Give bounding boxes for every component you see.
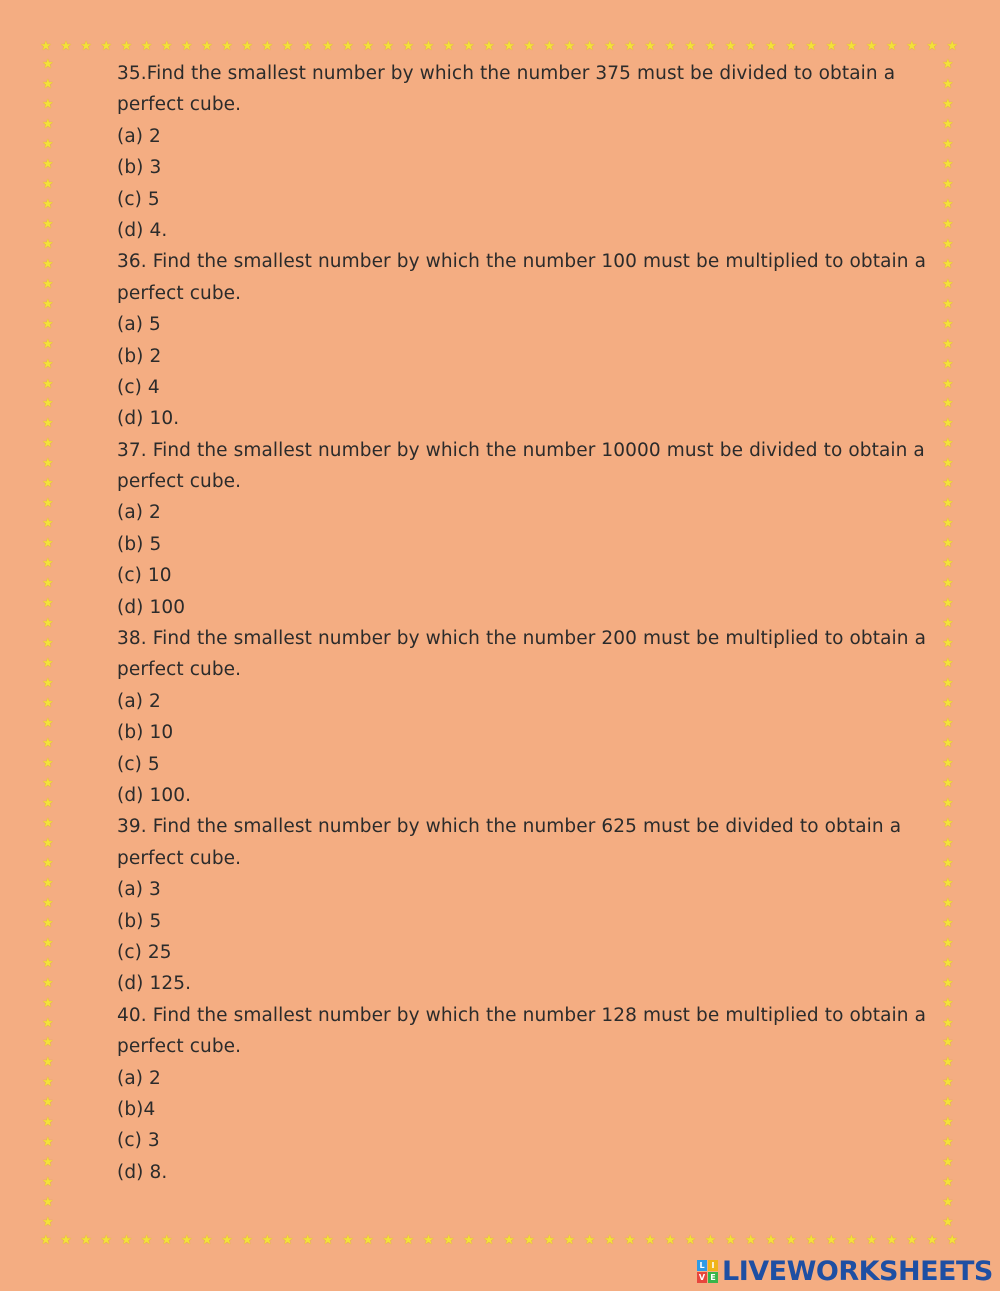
star-icon: ★ — [942, 216, 954, 232]
star-icon: ★ — [942, 436, 954, 452]
star-icon: ★ — [942, 895, 954, 911]
star-icon: ★ — [942, 656, 954, 672]
star-icon: ★ — [644, 1233, 656, 1248]
q37-option-c: (c) 10 — [117, 565, 172, 587]
star-icon: ★ — [160, 39, 173, 54]
star-icon: ★ — [80, 1233, 92, 1248]
star-icon: ★ — [42, 875, 54, 891]
star-icon: ★ — [160, 1233, 173, 1248]
star-icon: ★ — [42, 636, 54, 652]
worksheet-content — [117, 58, 927, 1188]
star-icon: ★ — [942, 476, 954, 492]
star-icon: ★ — [942, 356, 954, 372]
star-icon: ★ — [42, 576, 54, 592]
star-icon: ★ — [942, 456, 954, 472]
star-icon: ★ — [603, 39, 616, 54]
star-icon: ★ — [942, 57, 954, 72]
star-icon: ★ — [42, 456, 54, 472]
star-icon: ★ — [462, 39, 475, 54]
q39-option-a: (a) 3 — [117, 879, 161, 901]
star-icon: ★ — [42, 276, 54, 292]
star-icon: ★ — [42, 735, 54, 751]
star-icon: ★ — [543, 1233, 556, 1248]
star-icon: ★ — [241, 39, 254, 54]
q38-option-c: (c) 5 — [117, 753, 160, 775]
star-icon: ★ — [42, 1175, 54, 1191]
q35-option-c: (c) 5 — [117, 188, 160, 210]
star-icon: ★ — [42, 296, 54, 312]
star-icon: ★ — [42, 57, 54, 72]
star-icon: ★ — [301, 1233, 314, 1248]
question-40-text-cont: perfect cube. — [117, 1036, 242, 1058]
star-icon: ★ — [42, 676, 54, 692]
star-icon: ★ — [40, 1233, 52, 1248]
q38-option-d: (d) 100. — [117, 784, 192, 806]
question-35-text: 35.Find the smallest number by which the number 375 must be divided to obtain a — [117, 63, 896, 84]
star-icon: ★ — [942, 715, 954, 731]
question-39-text-cont: perfect cube. — [117, 847, 242, 869]
star-icon: ★ — [42, 995, 54, 1011]
star-border-right — [942, 58, 954, 1230]
star-icon: ★ — [382, 39, 395, 54]
star-icon: ★ — [942, 1115, 954, 1131]
star-icon: ★ — [180, 39, 193, 54]
star-icon: ★ — [42, 935, 54, 951]
question-39-text: 39. Find the smallest number by which the number 625 must be divided to obtain a — [117, 816, 902, 838]
star-icon: ★ — [664, 1233, 677, 1248]
star-icon: ★ — [704, 1233, 717, 1248]
star-border-bottom — [40, 1234, 958, 1247]
star-icon: ★ — [42, 256, 54, 272]
star-icon: ★ — [483, 39, 495, 54]
star-icon: ★ — [42, 955, 54, 971]
star-icon: ★ — [942, 76, 954, 92]
star-icon: ★ — [42, 396, 54, 412]
logo-letter-i: I — [708, 1260, 718, 1271]
star-icon: ★ — [942, 855, 954, 871]
star-icon: ★ — [805, 1233, 817, 1248]
star-icon: ★ — [42, 236, 54, 252]
logo-letter-l: L — [697, 1260, 707, 1271]
star-icon: ★ — [261, 1233, 274, 1248]
star-icon: ★ — [42, 1035, 54, 1051]
question-40-text: 40. Find the smallest number by which the number 128 must be multiplied to obtain a — [117, 1004, 927, 1026]
star-icon: ★ — [42, 1055, 54, 1071]
star-icon: ★ — [942, 735, 954, 751]
star-icon: ★ — [42, 596, 54, 612]
q40-option-c: (c) 3 — [117, 1130, 160, 1152]
star-icon: ★ — [942, 596, 954, 612]
star-icon: ★ — [321, 1233, 334, 1248]
star-icon: ★ — [946, 1233, 958, 1248]
star-icon: ★ — [60, 39, 72, 54]
star-icon: ★ — [362, 39, 374, 54]
star-icon: ★ — [942, 576, 954, 592]
star-icon: ★ — [42, 356, 54, 372]
star-icon: ★ — [865, 39, 878, 54]
star-icon: ★ — [785, 1233, 797, 1248]
star-icon: ★ — [201, 39, 213, 54]
star-icon: ★ — [42, 216, 54, 232]
star-icon: ★ — [942, 875, 954, 891]
star-icon: ★ — [42, 915, 54, 931]
star-icon: ★ — [342, 1233, 354, 1248]
star-icon: ★ — [942, 316, 954, 332]
star-icon: ★ — [765, 39, 777, 54]
q39-option-d: (d) 125. — [117, 973, 192, 995]
star-icon: ★ — [942, 676, 954, 692]
star-icon: ★ — [543, 39, 556, 54]
star-icon: ★ — [42, 1015, 54, 1031]
liveworksheets-logo[interactable] — [697, 1253, 993, 1289]
star-icon: ★ — [942, 416, 954, 432]
star-icon: ★ — [805, 39, 817, 54]
star-icon: ★ — [42, 715, 54, 731]
q37-option-b: (b) 5 — [117, 533, 162, 555]
star-icon: ★ — [724, 1233, 737, 1248]
star-icon: ★ — [42, 476, 54, 492]
question-35-text-cont: perfect cube. — [117, 94, 242, 116]
star-icon: ★ — [942, 636, 954, 652]
star-icon: ★ — [942, 516, 954, 532]
star-icon: ★ — [42, 116, 54, 132]
star-icon: ★ — [942, 336, 954, 352]
q37-option-d: (d) 100 — [117, 596, 186, 618]
star-icon: ★ — [664, 39, 677, 54]
star-icon: ★ — [42, 136, 54, 152]
star-icon: ★ — [942, 835, 954, 851]
star-icon: ★ — [42, 336, 54, 352]
star-icon: ★ — [382, 1233, 395, 1248]
star-icon: ★ — [942, 296, 954, 312]
star-icon: ★ — [42, 1075, 54, 1091]
star-icon: ★ — [942, 935, 954, 951]
star-icon: ★ — [603, 1233, 616, 1248]
star-icon: ★ — [281, 1233, 294, 1248]
q38-option-b: (b) 10 — [117, 722, 174, 744]
star-icon: ★ — [644, 39, 656, 54]
star-icon: ★ — [140, 39, 153, 54]
star-icon: ★ — [42, 975, 54, 991]
q36-option-c: (c) 4 — [117, 376, 160, 398]
star-icon: ★ — [906, 39, 918, 54]
question-37-text-cont: perfect cube. — [117, 471, 242, 493]
star-icon: ★ — [100, 1233, 113, 1248]
star-icon: ★ — [942, 376, 954, 392]
star-icon: ★ — [583, 1233, 596, 1248]
star-icon: ★ — [942, 176, 954, 192]
star-icon: ★ — [442, 1233, 455, 1248]
star-icon: ★ — [221, 1233, 233, 1248]
star-icon: ★ — [120, 39, 133, 54]
question-38-text: 38. Find the smallest number by which the number 200 must be multiplied to obtain a — [117, 628, 927, 650]
star-icon: ★ — [42, 1215, 54, 1231]
star-icon: ★ — [942, 1175, 954, 1191]
star-icon: ★ — [744, 39, 757, 54]
star-icon: ★ — [865, 1233, 878, 1248]
star-icon: ★ — [942, 1215, 954, 1231]
star-icon: ★ — [942, 1015, 954, 1031]
star-icon: ★ — [342, 39, 354, 54]
star-icon: ★ — [942, 396, 954, 412]
star-icon: ★ — [60, 1233, 72, 1248]
star-icon: ★ — [523, 39, 536, 54]
star-border-left — [42, 58, 54, 1230]
star-icon: ★ — [624, 39, 636, 54]
star-icon: ★ — [42, 795, 54, 811]
q37-option-a: (a) 2 — [117, 502, 161, 524]
star-icon: ★ — [503, 39, 515, 54]
star-icon: ★ — [42, 855, 54, 871]
star-icon: ★ — [942, 1055, 954, 1071]
star-icon: ★ — [120, 1233, 133, 1248]
star-icon: ★ — [942, 755, 954, 771]
q40-option-a: (a) 2 — [117, 1067, 161, 1089]
q40-option-d: (d) 8. — [117, 1161, 168, 1183]
star-icon: ★ — [80, 39, 92, 54]
q35-option-b: (b) 3 — [117, 157, 162, 179]
star-icon: ★ — [845, 1233, 858, 1248]
question-38-text-cont: perfect cube. — [117, 659, 242, 681]
star-icon: ★ — [942, 815, 954, 831]
star-icon: ★ — [563, 1233, 576, 1248]
star-icon: ★ — [946, 39, 958, 54]
star-icon: ★ — [42, 96, 54, 112]
star-icon: ★ — [42, 1115, 54, 1131]
star-icon: ★ — [42, 755, 54, 771]
logo-letter-e: E — [708, 1272, 718, 1283]
star-icon: ★ — [942, 995, 954, 1011]
star-icon: ★ — [942, 955, 954, 971]
star-icon: ★ — [42, 376, 54, 392]
star-icon: ★ — [42, 775, 54, 791]
star-icon: ★ — [942, 96, 954, 112]
star-icon: ★ — [42, 76, 54, 92]
star-icon: ★ — [42, 1095, 54, 1111]
star-icon: ★ — [100, 39, 113, 54]
liveworksheets-logo-text: LIVEWORKSHEETS — [722, 1255, 993, 1287]
star-icon: ★ — [261, 39, 274, 54]
star-icon: ★ — [885, 1233, 898, 1248]
star-icon: ★ — [42, 496, 54, 512]
star-icon: ★ — [926, 1233, 938, 1248]
q36-option-d: (d) 10. — [117, 408, 180, 430]
q35-option-a: (a) 2 — [117, 125, 161, 147]
star-icon: ★ — [201, 1233, 213, 1248]
star-icon: ★ — [422, 1233, 435, 1248]
question-36-text: 36. Find the smallest number by which the number 100 must be multiplied to obtain a — [117, 251, 927, 273]
star-icon: ★ — [744, 1233, 757, 1248]
star-icon: ★ — [42, 696, 54, 711]
star-icon: ★ — [281, 39, 294, 54]
star-icon: ★ — [462, 1233, 475, 1248]
star-icon: ★ — [42, 1135, 54, 1151]
star-icon: ★ — [42, 176, 54, 192]
star-icon: ★ — [942, 496, 954, 512]
star-icon: ★ — [942, 1135, 954, 1151]
star-icon: ★ — [942, 1155, 954, 1171]
star-icon: ★ — [624, 1233, 636, 1248]
star-icon: ★ — [42, 895, 54, 911]
star-icon: ★ — [483, 1233, 495, 1248]
star-icon: ★ — [42, 815, 54, 831]
star-border-top — [40, 40, 958, 53]
star-icon: ★ — [845, 39, 858, 54]
star-icon: ★ — [942, 696, 954, 711]
star-icon: ★ — [503, 1233, 515, 1248]
star-icon: ★ — [926, 39, 938, 54]
star-icon: ★ — [42, 196, 54, 212]
star-icon: ★ — [942, 556, 954, 572]
star-icon: ★ — [180, 1233, 193, 1248]
star-icon: ★ — [885, 39, 898, 54]
star-icon: ★ — [42, 656, 54, 672]
star-icon: ★ — [583, 39, 596, 54]
q40-option-b: (b)4 — [117, 1098, 156, 1120]
star-icon: ★ — [825, 1233, 838, 1248]
star-icon: ★ — [942, 1195, 954, 1211]
star-icon: ★ — [241, 1233, 254, 1248]
star-icon: ★ — [140, 1233, 153, 1248]
q36-option-a: (a) 5 — [117, 314, 161, 336]
star-icon: ★ — [42, 416, 54, 432]
star-icon: ★ — [825, 39, 838, 54]
star-icon: ★ — [42, 516, 54, 532]
q39-option-b: (b) 5 — [117, 910, 162, 932]
star-icon: ★ — [422, 39, 435, 54]
question-36-text-cont: perfect cube. — [117, 282, 242, 304]
star-icon: ★ — [321, 39, 334, 54]
star-icon: ★ — [765, 1233, 777, 1248]
q36-option-b: (b) 2 — [117, 345, 162, 367]
star-icon: ★ — [906, 1233, 918, 1248]
star-icon: ★ — [402, 1233, 415, 1248]
star-icon: ★ — [362, 1233, 374, 1248]
star-icon: ★ — [724, 39, 737, 54]
q39-option-c: (c) 25 — [117, 941, 172, 963]
star-icon: ★ — [942, 1035, 954, 1051]
star-icon: ★ — [221, 39, 233, 54]
star-icon: ★ — [942, 775, 954, 791]
star-icon: ★ — [942, 1095, 954, 1111]
star-icon: ★ — [942, 1075, 954, 1091]
star-icon: ★ — [42, 556, 54, 572]
star-icon: ★ — [942, 116, 954, 132]
liveworksheets-logo-icon — [697, 1260, 718, 1283]
star-icon: ★ — [301, 39, 314, 54]
star-icon: ★ — [42, 1195, 54, 1211]
q35-option-d: (d) 4. — [117, 219, 168, 241]
question-37-text: 37. Find the smallest number by which the number 10000 must be divided to obtain a — [117, 439, 925, 461]
star-icon: ★ — [42, 156, 54, 172]
logo-letter-v: V — [698, 1272, 706, 1282]
star-icon: ★ — [942, 975, 954, 991]
star-icon: ★ — [942, 276, 954, 292]
star-icon: ★ — [523, 1233, 536, 1248]
star-icon: ★ — [942, 256, 954, 272]
star-icon: ★ — [42, 316, 54, 332]
star-icon: ★ — [942, 196, 954, 212]
star-icon: ★ — [402, 39, 415, 54]
star-icon: ★ — [42, 1155, 54, 1171]
star-icon: ★ — [684, 39, 697, 54]
star-icon: ★ — [684, 1233, 697, 1248]
star-icon: ★ — [942, 915, 954, 931]
star-icon: ★ — [942, 136, 954, 152]
star-icon: ★ — [42, 835, 54, 851]
star-icon: ★ — [563, 39, 576, 54]
star-icon: ★ — [942, 236, 954, 252]
star-icon: ★ — [704, 39, 717, 54]
star-icon: ★ — [42, 536, 54, 552]
q38-option-a: (a) 2 — [117, 690, 161, 712]
star-icon: ★ — [942, 536, 954, 552]
star-icon: ★ — [942, 795, 954, 811]
star-icon: ★ — [442, 39, 455, 54]
star-icon: ★ — [942, 616, 954, 632]
star-icon: ★ — [42, 616, 54, 632]
star-icon: ★ — [40, 39, 52, 54]
star-icon: ★ — [42, 436, 54, 452]
star-icon: ★ — [942, 156, 954, 172]
star-icon: ★ — [785, 39, 797, 54]
